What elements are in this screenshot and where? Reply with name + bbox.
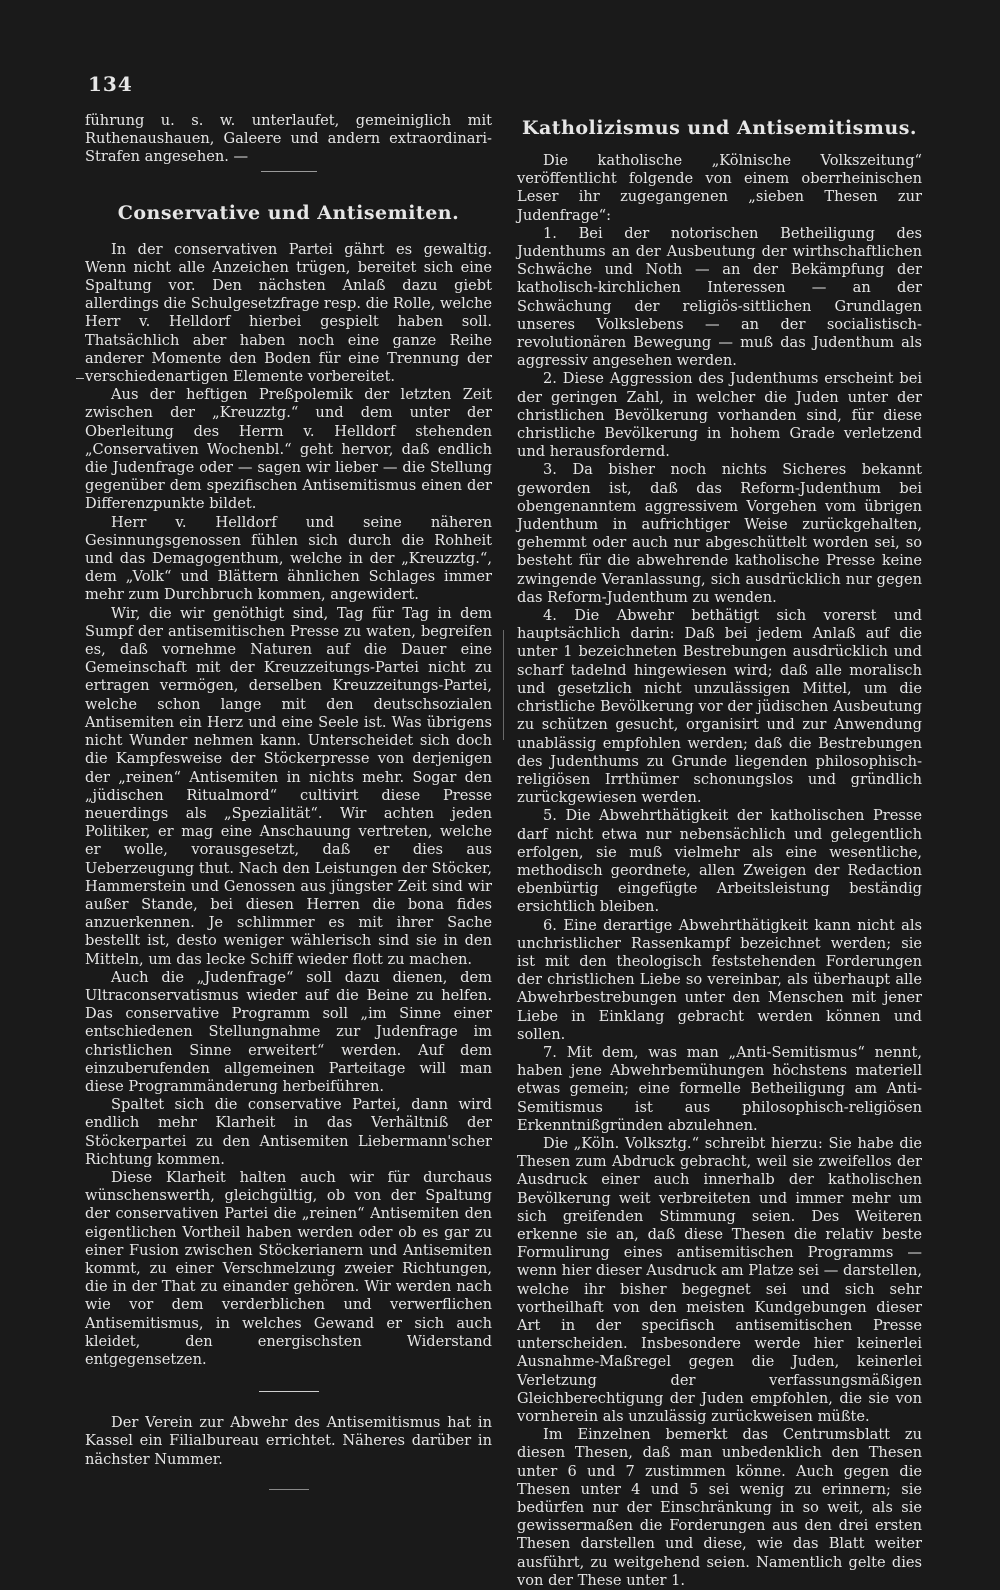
bottom-rule — [269, 1489, 309, 1490]
column-divider — [503, 630, 504, 740]
left-column — [85, 112, 492, 1490]
thesis-item: 1. Bei der notorischen Betheiligung des Judenthums an der Ausbeutung der wirthschaftlichen Schwäche und Noth — an der Bekämpfung der katholisch-kirchlichen Interessen — an der Schwächung der religiös-sittlichen Grundlagen unseres Volkslebens — an der socialistisch-revolutionären Bewegung — muß das Judenthum als aggressiv angesehen werden. — [517, 224, 922, 370]
article-paragraph: Die „Köln. Volksztg.“ schreibt hierzu: Sie habe die Thesen zum Abdruck gebracht, weil sie zweifellos der Ausdruck einer auch innerhalb der katholischen Bevölkerung weit verbreiteten und immer mehr um sich greifenden Stimmung seien. Des Weiteren erkenne sie an, daß diese Thesen die relativ beste Formulirung eines antisemitischen Programms — wenn hier dieser Ausdruck am Platze sei — darstellen, welche ihr bisher begegnet sei und sich sehr vortheilhaft von den meisten Kundgebungen dieser Art in der specifisch antisemitischen Presse unterscheiden. Insbesondere werde hier keinerlei Ausnahme-Maßregel gegen die Juden, keinerlei Verletzung der verfassungsmäßigen Gleichberechtigung der Juden empfohlen, die sie von vornherein als unzulässig zurückweisen müßte. — [517, 1134, 922, 1426]
article-paragraph: Herr v. Helldorf und seine näheren Gesinnungsgenossen fühlen sich durch die Rohheit und das Demagogenthum, welche in der „Kreuzztg.“, dem „Volk“ und Blättern ähnlichen Schlages immer mehr zum Durchbruch kommen, angewidert. — [85, 513, 492, 604]
thesis-item: 2. Diese Aggression des Judenthums erscheint bei der geringen Zahl, in welcher die Juden unter der christlichen Bevölkerung vorhanden sind, für diese christliche Bevölkerung in hohem Grade verletzend und herausfordernd. — [517, 370, 922, 461]
thesis-item: 4. Die Abwehr bethätigt sich vorerst und hauptsächlich darin: Daß bei jedem Anlaß auf die unter 1 bezeichneten Bestrebungen ausdrücklich und scharf tadelnd hingewiesen wird; daß alle moralisch und gesetzlich nicht unzulässigen Mittel, um die christliche Bevölkerung vor der jüdischen Ausbeutung zu schützen gesucht, organisirt und zur Anwendung unablässig empfohlen werden; daß die Bestrebungen des Judenthums zu Grunde liegenden philosophisch-religiösen Irrthümer schonungslos und gründlich zurückgewiesen werden. — [517, 607, 922, 807]
article-title-catholicism: Katholizismus und Antisemitismus. — [521, 117, 918, 139]
article-paragraph: Wir, die wir genöthigt sind, Tag für Tag in dem Sumpf der antisemitischen Presse zu waten, begreifen es, daß vornehme Naturen auf die Dauer eine Gemeinschaft mit der Kreuzzeitungs-Partei nicht zu ertragen vermögen, derselben Kreuzzeitungs-Partei, welche schon lange mit den deutschsozialen Antisemiten ein Herz und eine Seele ist. Was übrigens nicht Wunder nehmen kann. Unterscheidet sich doch die Kampfesweise der Stöckerpresse von derjenigen der „reinen“ Antisemiten in nichts mehr. Sogar den „jüdischen Ritualmord“ cultivirt diese Presse neuerdings als „Spezialität“. Wir achten jeden Politiker, er mag eine Anschauung vertreten, welche er wolle, vorausgesetzt, daß er dies aus Ueberzeugung thut. Nach den Leistungen der Stöcker, Hammerstein und Genossen aus jüngster Zeit sind wir außer Stande, bei diesen Herren die bona fides anzuerkennen. Je schlimmer es mit ihrer Sache bestellt ist, desto weniger wählerisch sind sie in den Mitteln, um das lecke Schiff wieder flott zu machen. — [85, 604, 492, 968]
article-paragraph: Diese Klarheit halten auch wir für durchaus wünschenswerth, gleichgültig, ob von der Spaltung der conservativen Partei die „reinen“ Antisemiten den eigentlichen Vortheil haben werden oder ob es gar zu einer Fusion zwischen Stöckerianern und Antisemiten kommt, zu einer Verschmelzung zweier Richtungen, die in der That zu einander gehören. Wir werden nach wie vor dem verderblichen und verwerflichen Antisemitismus, in welches Gewand er sich auch kleidet, den energischsten Widerstand entgegensetzen. — [85, 1168, 492, 1368]
article-intro: Die katholische „Kölnische Volkszeitung“ veröffentlicht folgende von einem oberrheinischen Leser ihr zugegangenen „sieben Thesen zur Judenfrage“: — [517, 152, 922, 224]
thesis-item: 3. Da bisher noch nichts Sicheres bekannt geworden ist, daß das Reform-Judenthum bei obengenanntem aggressivem Vorgehen vom übrigen Judenthum in aufrichtiger Weise zurückgehalten, gehemmt oder auch nur abgeschüttelt worden sei, so besteht für die abwehrende katholische Presse keine zwingende Veranlassung, sich ausdrücklich nur gegen das Reform-Judenthum zu wenden. — [517, 461, 922, 606]
thesis-item: 7. Mit dem, was man „Anti-Semitismus“ nennt, haben jene Abwehrbemühungen höchstens materiell etwas gemein; eine formelle Betheiligung am Anti-Semitismus ist aus philosophisch-religiösen Erkenntnißgründen abzulehnen. — [517, 1043, 922, 1134]
section-separator — [259, 1391, 319, 1392]
article-paragraph: Im Einzelnen bemerkt das Centrumsblatt zu diesen Thesen, daß man unbedenklich den Thesen unter 6 und 7 zustimmen könne. Auch gegen die Thesen unter 4 und 5 sei wenig zu erinnern; sie bedürfen nur der Einschränkung in so weit, als sie gewissermaßen die Forderungen aus den drei ersten Thesen darstellen und diese, wie das Blatt weiter ausführt, zu weitgehend seien. Namentlich gelte dies von der These unter 1. — [517, 1426, 922, 1589]
article-paragraph: Spaltet sich die conservative Partei, dann wird endlich mehr Klarheit in das Verhältniß der Stöckerpartei zu den Antisemiten Liebermann'scher Richtung kommen. — [85, 1096, 492, 1168]
thesis-item: 6. Eine derartige Abwehrthätigkeit kann nicht als unchristlicher Rassenkampf bezeichnet werden; sie ist mit den theologisch feststehenden Forderungen der christlichen Liebe so vereinbar, als überhaupt alle Abwehrbestrebungen unter den Menschen mit jener Liebe in Einklang gebracht werden können und sollen. — [517, 916, 922, 1043]
article-paragraph: In der conservativen Partei gährt es gewaltig. Wenn nicht alle Anzeichen trügen, bereitet sich eine Spaltung vor. Den nächsten Anlaß dazu giebt allerdings die Schulgesetzfrage resp. die Rolle, welche Herr v. Helldorf hierbei gespielt haben soll. Thatsächlich aber haben noch eine ganze Reihe anderer Momente den Boden für eine Trennung der verschiedenartigen Elemente vorbereitet. — [85, 240, 492, 386]
article-title-conservative: Conservative und Antisemiten. — [117, 201, 460, 224]
continued-text: führung u. s. w. unterlaufet, gemeiniglich mit Ruthenaushauen, Galeere und andern extraordinari-Strafen angesehen. — — [85, 112, 492, 166]
page-number: 134 — [88, 72, 133, 96]
notice-paragraph: Der Verein zur Abwehr des Antisemitismus hat in Kassel ein Filialbureau errichtet. Näheres darüber in nächster Nummer. — [85, 1414, 492, 1468]
right-column — [517, 116, 922, 1590]
margin-mark — [76, 378, 84, 379]
article-paragraph: Aus der heftigen Preßpolemik der letzten Zeit zwischen der „Kreuzztg.“ und dem unter der Oberleitung des Herrn v. Helldorf stehenden „Conservativen Wochenbl.“ geht hervor, daß endlich die Judenfrage oder — sagen wir lieber — die Stellung gegenüber dem spezifischen Antisemitismus einen der Differenzpunkte bildet. — [85, 386, 492, 513]
article-paragraph: Auch die „Judenfrage“ soll dazu dienen, dem Ultraconservatismus wieder auf die Beine zu helfen. Das conservative Programm soll „im Sinne einer entschiedenen Stellungnahme zur Judenfrage im christlichen Sinne erweitert“ werden. Auf dem einzuberufenden allgemeinen Parteitage will man diese Programmänderung herbeiführen. — [85, 968, 492, 1095]
thesis-item: 5. Die Abwehrthätigkeit der katholischen Presse darf nicht etwa nur nebensächlich und gelegentlich erfolgen, sie muß vielmehr als eine wesentliche, methodisch geordnete, allen Zweigen der Redaction ebenbürtig eingefügte Arbeitsleistung beständig ersichtlich bleiben. — [517, 807, 922, 916]
